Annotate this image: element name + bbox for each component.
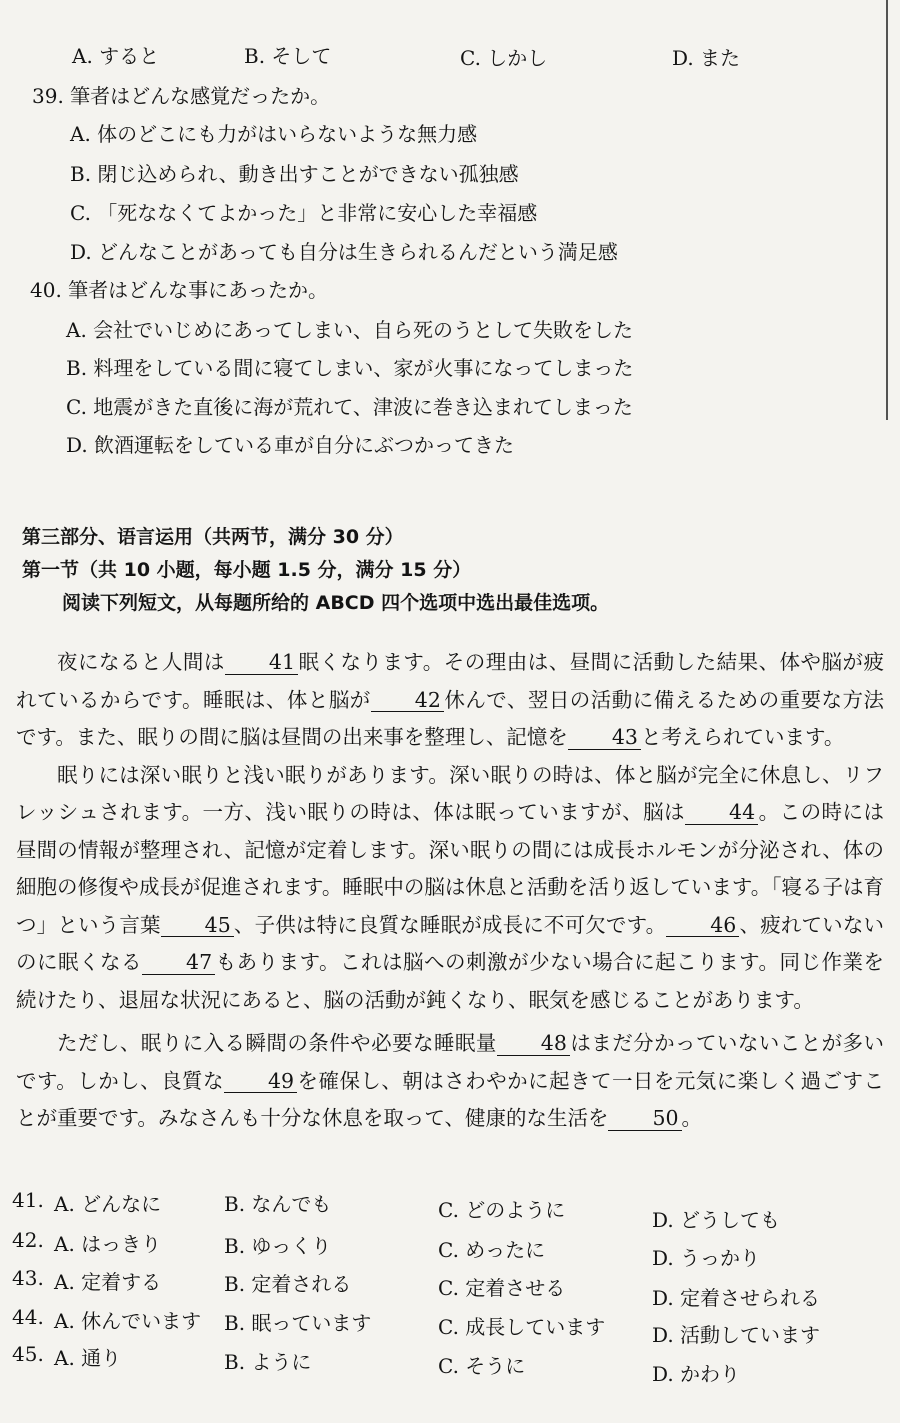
section-title: 第三部分、语言运用（共两节，满分 30 分）	[22, 526, 404, 548]
blank-42[interactable]: 42	[371, 689, 444, 713]
blank-48[interactable]: 48	[497, 1032, 570, 1056]
section-subtitle: 第一节（共 10 小题，每小题 1.5 分，满分 15 分）	[22, 559, 472, 581]
answer-option-b[interactable]: B. ゆっくり	[224, 1234, 332, 1258]
q40-option-c[interactable]: C. 地震がきた直後に海が荒れて、津波に巻き込まれてしまった	[66, 395, 633, 419]
answer-option-a[interactable]: A. 休んでいます	[54, 1309, 202, 1333]
answer-option-d[interactable]: D. かわり	[652, 1362, 741, 1386]
page-edge-line	[886, 0, 888, 420]
reading-passage	[16, 644, 884, 1138]
question-number: 42.	[12, 1228, 44, 1252]
blank-45[interactable]: 45	[161, 914, 234, 938]
passage-paragraph-1: 夜になると人間は 41 眠くなります。その理由は、昼間に活動した結果、体や脳が疲れているからです。睡眠は、体と脳が 42 休んで、翌日の活動に備えるための重要な方法です。また、眠りの間に脳は昼間の出来事を整理し、記憶を 43 と考えられています。	[16, 650, 885, 749]
question-number: 43.	[12, 1266, 44, 1290]
answer-option-a[interactable]: A. どんなに	[54, 1192, 162, 1216]
answer-option-c[interactable]: C. 成長しています	[438, 1315, 606, 1339]
question-number: 44.	[12, 1305, 44, 1329]
q40-option-d[interactable]: D. 飲酒運転をしている車が自分にぶつかってきた	[66, 433, 515, 457]
answer-option-c[interactable]: C. めったに	[438, 1238, 546, 1262]
answer-option-a[interactable]: A. はっきり	[54, 1232, 162, 1256]
answer-option-b[interactable]: B. なんでも	[224, 1192, 332, 1216]
answer-row-45	[12, 1342, 892, 1386]
blank-50[interactable]: 50	[608, 1107, 681, 1131]
answer-option-d[interactable]: D. うっかり	[652, 1246, 761, 1270]
answer-option-c[interactable]: C. そうに	[438, 1354, 526, 1378]
answer-option-d[interactable]: D. どうしても	[652, 1208, 781, 1232]
q38-option-c[interactable]: C. しかし	[460, 46, 548, 70]
q39-option-a[interactable]: A. 体のどこにも力がはいらないような無力感	[70, 122, 478, 146]
blank-47[interactable]: 47	[142, 951, 215, 975]
blank-43[interactable]: 43	[568, 726, 641, 750]
blank-41[interactable]: 41	[225, 651, 298, 675]
passage-paragraph-2: 眠りには深い眠りと浅い眠りがあります。深い眠りの時は、体と脳が完全に休息し、リフレッシュされます。一方、浅い眠りの時は、体は眠っていますが、脳は 44 。この時には昼間の情報が整理され、記憶が定着します。深い眠りの間には成長ホルモンが分泌され、体の細胞の修復や成長が促進されます。睡眠中の脳は休息と活動を活り返しています。「寝る子は育つ」という言葉 45 、子供は特に良質な睡眠が成長に不可欠です。 46 、疲れていないのに眠くなる 47 もあります。これは脳への刺激が少ない場合に起こります。同じ作業を続けたり、退屈な状況にあると、脳の活動が鈍くなり、眠気を感じることがあります。	[16, 762, 885, 1012]
q39-option-c[interactable]: C. 「死ななくてよかった」と非常に安心した幸福感	[70, 201, 538, 225]
answer-option-a[interactable]: A. 通り	[54, 1346, 122, 1370]
question-number: 45.	[12, 1342, 44, 1366]
answer-option-c[interactable]: C. どのように	[438, 1198, 566, 1222]
q40-stem: 40. 筆者はどんな事にあったか。	[30, 278, 328, 302]
answer-row-41	[12, 1188, 892, 1232]
q38-option-a[interactable]: A. すると	[72, 44, 160, 68]
blank-49[interactable]: 49	[224, 1070, 297, 1094]
q39-stem: 39. 筆者はどんな感覚だったか。	[32, 84, 331, 108]
answer-option-b[interactable]: B. 眠っています	[224, 1311, 372, 1335]
q39-option-d[interactable]: D. どんなことがあっても自分は生きられるんだという満足感	[70, 240, 618, 264]
passage-paragraph-3: ただし、眠りに入る瞬間の条件や必要な睡眠量 48 はまだ分かっていないことが多いです。しかし、良質な 49 を確保し、朝はさわやかに起きて一日を元気に楽しく過ごすことが重要です。みなさんも十分な休息を取って、健康的な生活を 50 。	[16, 1031, 885, 1130]
section-instruction: 阅读下列短文，从每题所给的 ABCD 四个选项中选出最佳选项。	[62, 592, 610, 614]
q38-option-b[interactable]: B. そして	[244, 44, 332, 68]
q40-option-a[interactable]: A. 会社でいじめにあってしまい、自ら死のうとして失敗をした	[66, 318, 633, 342]
answer-option-a[interactable]: A. 定着する	[54, 1270, 162, 1294]
answer-option-c[interactable]: C. 定着させる	[438, 1276, 566, 1300]
blank-46[interactable]: 46	[666, 914, 739, 938]
answer-row-44	[12, 1305, 892, 1347]
answer-option-d[interactable]: D. 定着させられる	[652, 1286, 821, 1310]
question-number: 41.	[12, 1188, 44, 1212]
answer-option-d[interactable]: D. 活動しています	[652, 1323, 821, 1347]
answer-option-b[interactable]: B. 定着される	[224, 1272, 352, 1296]
blank-44[interactable]: 44	[685, 801, 758, 825]
q40-option-b[interactable]: B. 料理をしている間に寝てしまい、家が火事になってしまった	[66, 356, 634, 380]
q38-option-d[interactable]: D. また	[672, 46, 741, 70]
q39-option-b[interactable]: B. 閉じ込められ、動き出すことができない孤独感	[70, 162, 519, 186]
answer-row-42	[12, 1228, 892, 1270]
answer-row-43	[12, 1266, 892, 1310]
answer-option-b[interactable]: B. ように	[224, 1350, 312, 1374]
